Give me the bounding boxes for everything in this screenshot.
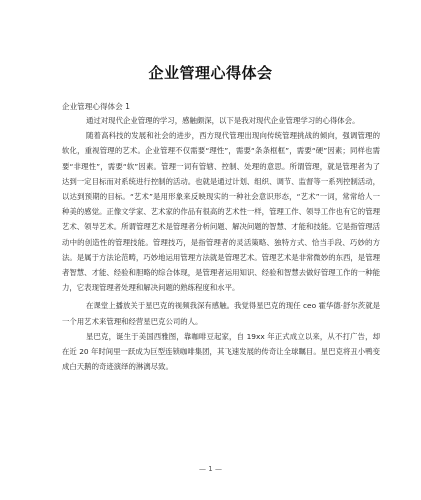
document-body (62, 113, 380, 374)
page-number: — 1 — (199, 465, 222, 473)
paragraph-starbucks-history: 星巴克，诞生于美国西雅图，靠咖啡豆起家，自 19xx 年正式成立以来，从不打广告，却在近 20 年时间里一跃成为巨型连锁咖啡集团，其飞速发展的传奇让全球瞩目。星巴克将丑小鸭变成白天鹅的奇迹演绎的淋漓尽致。 (62, 331, 380, 372)
paragraph-intro: 通过对现代企业管理的学习，感触颇深，以下是我对现代企业管理学习的心得体会。 (86, 116, 360, 125)
document-title: 企业管理心得体会 (148, 64, 273, 82)
paragraph-management-art: 随着高科技的发展和社会的进步，西方现代管理出现向传统管理挑战的倾向，强调管理的软化，重视管理的艺术。企业管理不仅需要“理性”，需要“条条框框”，需要“硬”因素；同样也需要“非理性”，需要“软”因素。管理一词有管辖、控制、处理的意思。所谓管理，就是管理者为了达到一定目标而对系统进行控制的活动。也就是通过计划、组织、调节、监督等一系列控制活动，以达到预期的目标。“艺术”是用形象来反映现实的一种社会意识形态，“艺术”一词，常常给人一种美的感觉。正像文学家、艺术家的作品有很高的艺术性一样，管理工作、领导工作也有它的管理艺术、领导艺术。所谓管理艺术是管理者分析问题、解决问题的智慧、才能和技能。它是指管理活动中的创造性的管理技能。管理技巧，是指管理者的灵活策略、独特方式、恰当手段、巧妙的方法。是属于方法论范畴，巧妙地运用管理方法就是管理艺术。管理艺术是非常微妙的东西，是管理者智慧、才能、经验和胆略的综合体现，是管理者运用知识、经验和智慧去做好管理工作的一种能力，它表现管理者处理和解决问题的熟练程度和水平。 (62, 131, 380, 293)
section-heading: 企业管理心得体会 1 (62, 102, 130, 111)
paragraph-starbucks-video: 在课堂上播放关于星巴克的视频我深有感触。我觉得星巴克的现任 ceo 霍华德·舒尔茨就是一个用艺术来管理和经营星巴克公司的人。 (62, 301, 380, 326)
